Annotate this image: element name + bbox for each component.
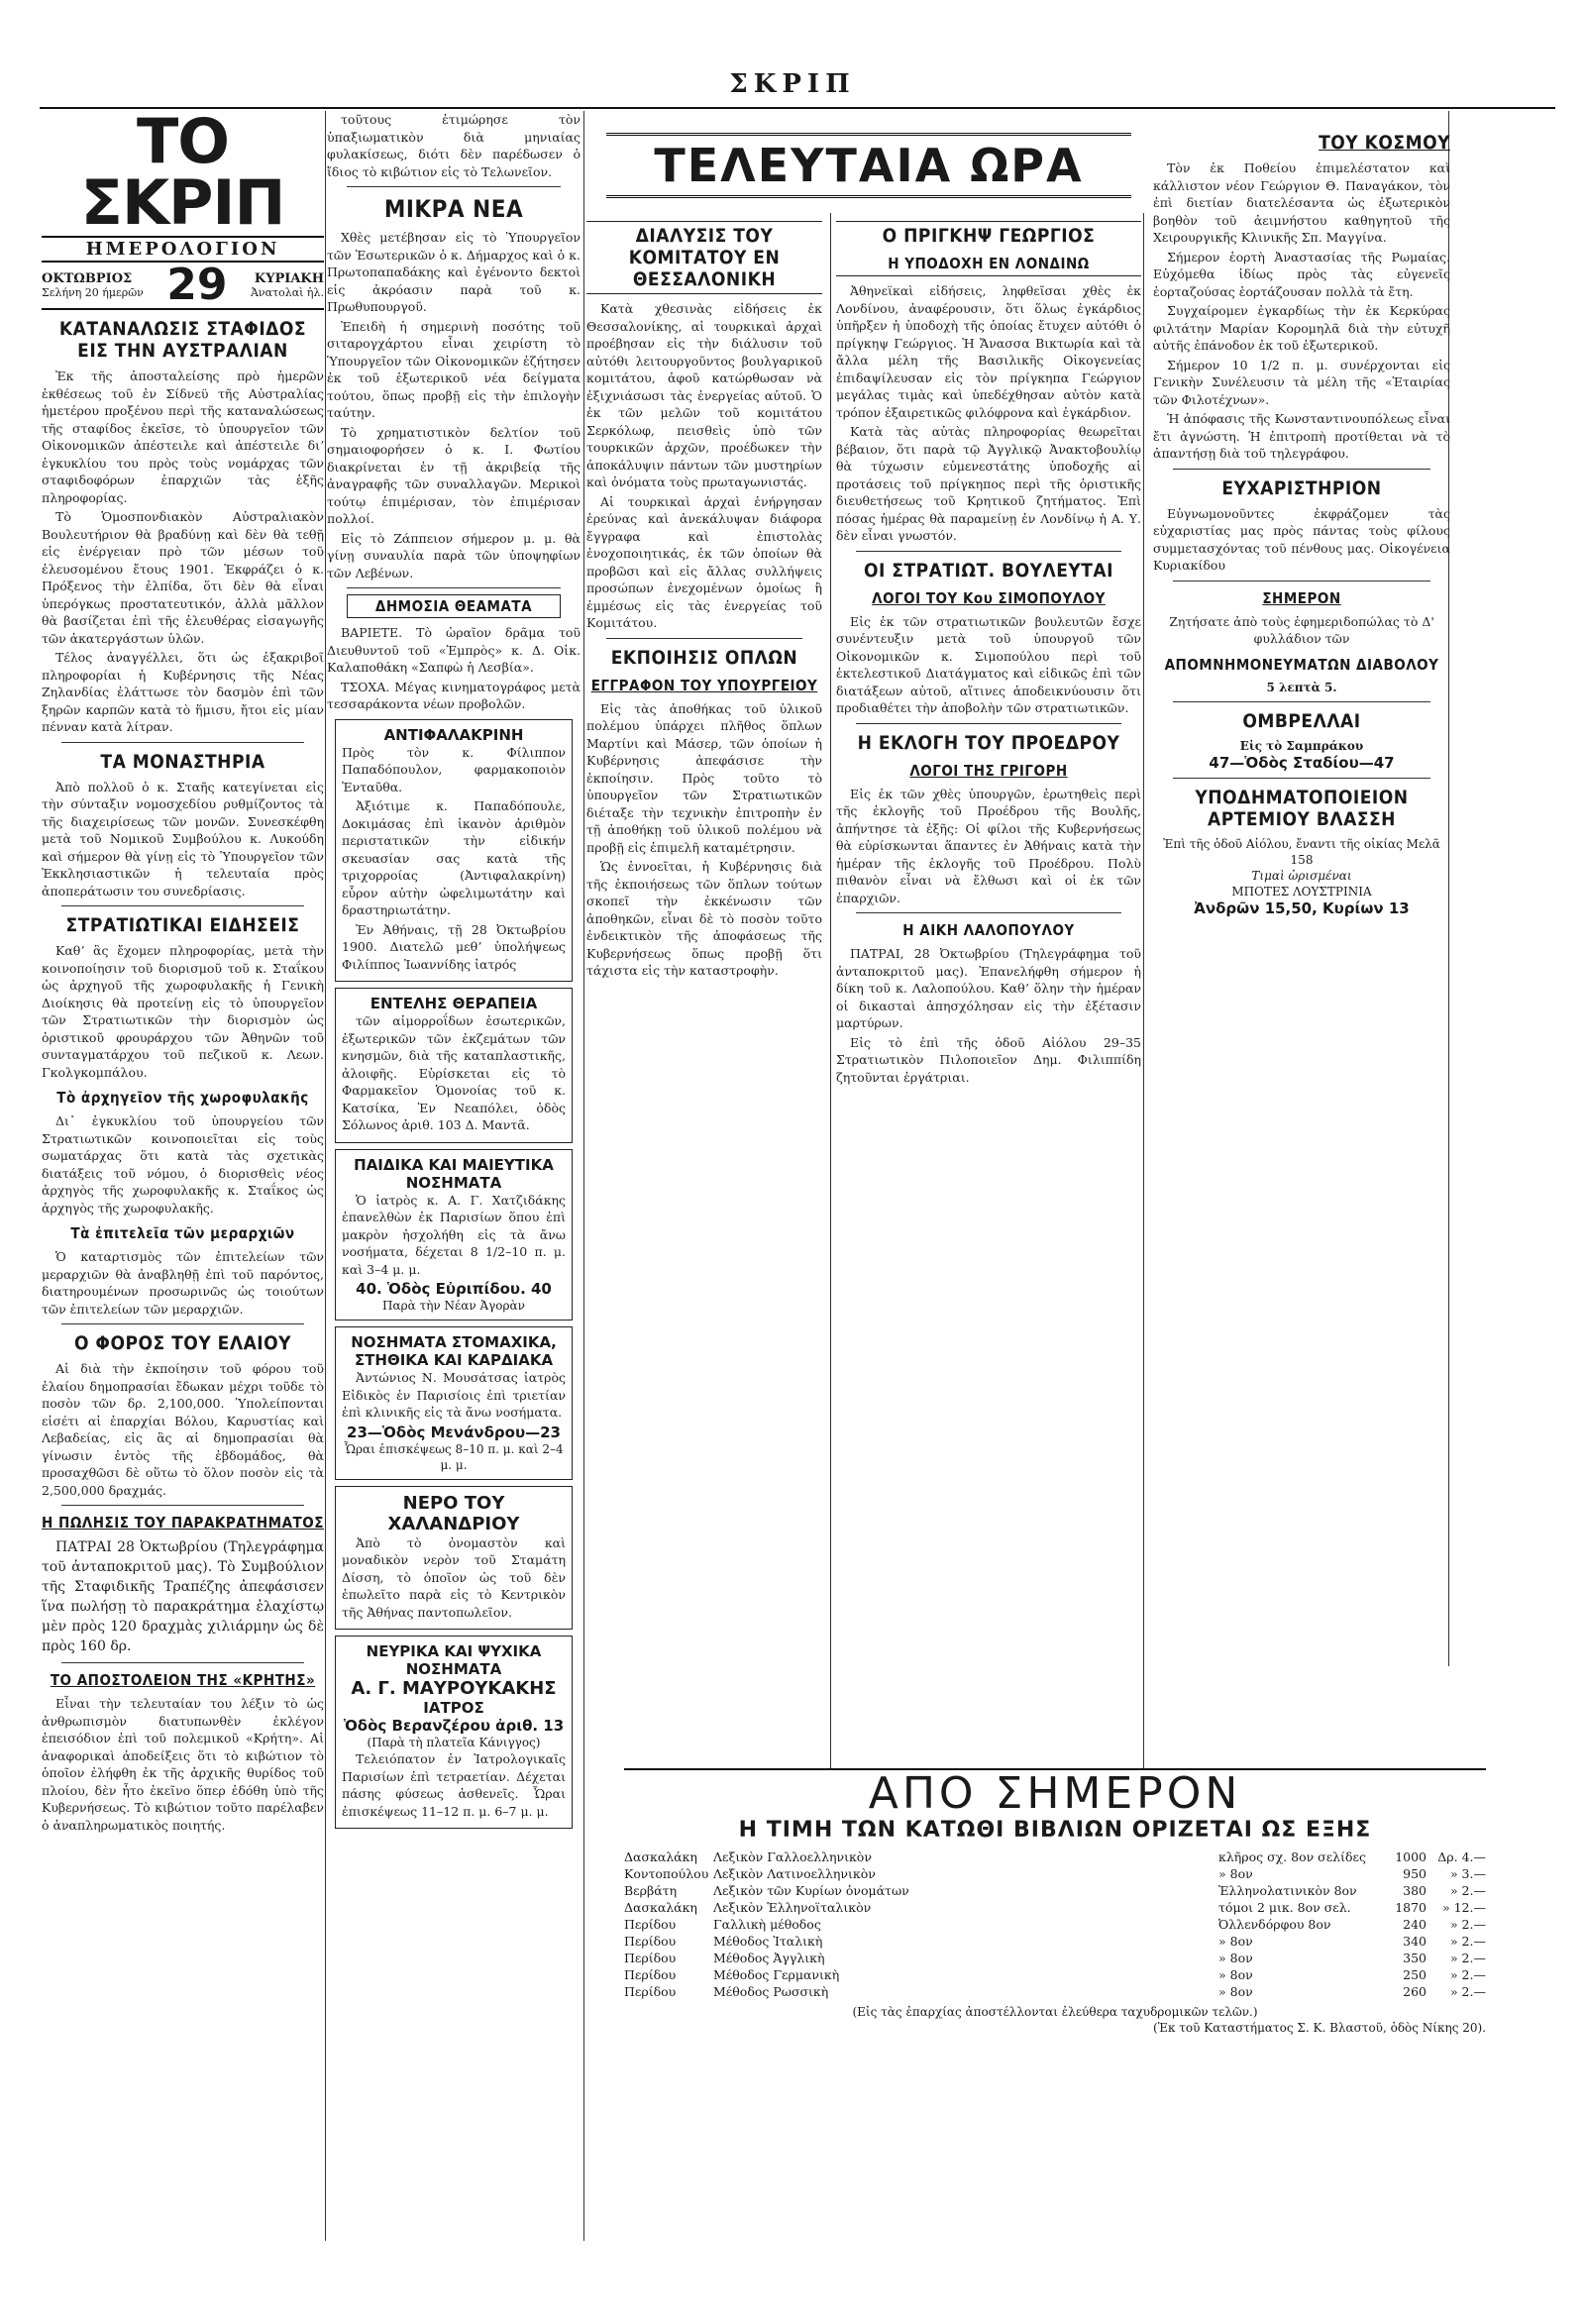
ad-text: Ἀξιότιμε κ. Παπαδόπουλε, Δοκιμάσας ἐπὶ ἱκανὸν ἀριθμὸν περιστατικῶν τὴν εἰδικήν σκευασίαν σας κατὰ τῆς τριχορροίας (Ἀντιφαλακρίνη) εὗρον αὐτὴν ὠφελιμωτάτην καὶ δραστηριωτάτην. xyxy=(342,798,566,917)
ad-text: Ἐν Ἀθήναις, τῇ 28 Ὀκτωβρίου 1900. Διατελῶ μεθʼ ὑπολήψεως Φιλίππος Ἰωαννίδης ἰατρός xyxy=(342,921,566,972)
divider xyxy=(61,905,304,906)
column-1 xyxy=(42,111,324,2290)
article-paragraph: Τὸ Ὁμοσπονδιακὸν Αὐστραλιακὸν Βουλευτήριον θὰ βραδύνῃ καὶ δὲν θὰ τεθῇ εἰς ἐνέργειαν πρὸ τῶν μέσων τοῦ ἐλευσομένου ἔτους 1901. Ἐκφράζει ὁ κ. Πρόξενος τὴν ἐλπίδα, ὅτι δὲν θὰ εἶναι ὑπερόγκως προστατευτικόν, ἀλλὰ μᾶλλον θὰ βασίζεται ἐπὶ τῆς ἐλευθέρας εἰσαγωγῆς τῶν ἀκατεργάστων ὑλῶν. xyxy=(42,509,324,646)
price-cell: 250 xyxy=(1403,1967,1426,1982)
article-paragraph: Ζητήσατε ἀπὸ τοὺς ἐφημεριδοπώλας τὸ Δ' φυλλάδιον τῶν xyxy=(1169,613,1434,646)
prices-heading: ΑΠΟ ΣΗΜΕΡΟΝ xyxy=(624,1768,1486,1818)
divider xyxy=(61,1505,304,1506)
subheadline: Τὰ ἐπιτελεῖα τῶν μεραρχιῶν xyxy=(70,1224,295,1242)
subheadline: Η ΥΠΟΔΟΧΗ ΕΝ ΛΟΝΔΙΝΩ xyxy=(836,255,1141,276)
divider xyxy=(856,723,1121,724)
ad-text: Ὁ ἰατρὸς κ. Α. Γ. Χατζιδάκης ἐπανελθὼν ἐκ Παρισίων ὅπου ἐπὶ μακρὸν ἠσχολήθη εἰς τὰ ἄνω νοσήματα, δέχεται 8 1/2–10 π. μ. καὶ 3–4 μ. μ. xyxy=(342,1192,566,1277)
price-cell: Μέθοδος Ἰταλικὴ xyxy=(713,1934,823,1949)
article-paragraph: Ὁ καταρτισμὸς τῶν ἐπιτελείων τῶν μεραρχιῶν θὰ ἀναβληθῇ ἐπὶ τοῦ παρόντος, διατηρουμένων προσωρινῶς ὡς τοιούτων τῶν ἐπιτελείων τῶν μεραρχιῶν. xyxy=(42,1249,324,1317)
article-paragraph: Ἀθηνεϊκαὶ εἰδήσεις, ληφθεῖσαι χθὲς ἐκ Λονδίνου, ἀναφέρουσιν, ὅτι ὅλως ἐγκάρδιος ὑπῆρξεν ἡ ὑποδοχὴ τῆς ὁποίας ἔτυχεν αὐτόθι ὁ πρίγκηψ Γεώργιος. Ἡ Ἄνασσα Βικτωρία καὶ τὰ ἄλλα μέλη τῆς Βασιλικῆς Οἰκογενείας ἐπιδαψίλευσαν εἰς τὸν πρίγκηπα Γεώργιον μεγάλας τιμὰς καὶ ὑπεδέχθησαν αὐτὸν κατὰ τρόπον ἐξαιρετικῶς φιλόφρονα καὶ ἐγκάρδιον. xyxy=(836,283,1141,420)
masthead-title: ΤΟ ΣΚΡΙΠ xyxy=(80,111,285,239)
article-paragraph: Καθʼ ἃς ἔχομεν πληροφορίας, μετὰ τὴν κοινοποίησιν τοῦ διορισμοῦ τοῦ κ. Σταΐκου ὡς ἀρχηγοῦ τῆς χωροφυλακῆς ἡ Γενικὴ Διοίκησις θὰ προτείνῃ εἰς τὸ ὑπουργεῖον τῶν Στρατιωτικῶν τὴν διορισμὸν ὡς ὁριστικοῦ φρουράρχου τῶν Ἀθηνῶν τοῦ συνταγματάρχου τοῦ πεζικοῦ κ. Λεων. Γκολγκομπάλου. xyxy=(42,943,324,1080)
advertisement xyxy=(335,1326,573,1480)
prices-list xyxy=(624,1849,1486,2000)
price-cell: 380 xyxy=(1403,1883,1426,1898)
advertisement xyxy=(335,1486,573,1631)
ad-text: Παρὰ τὴν Νέαν Ἀγορὰν xyxy=(382,1299,525,1313)
headline: ΤΟ ΑΠΟΣΤΟΛΕΙΟΝ ΤΗΣ «ΚΡΗΤΗΣ» xyxy=(50,1671,316,1689)
article-paragraph: Ἀπὸ πολλοῦ ὁ κ. Σταῆς κατεγίνεται εἰς τὴν σύνταξιν νομοσχεδίου ρυθμίζοντος τὰ τῆς διαχειρίσεως τῶν μονῶν. Συνεσκέφθη μετὰ τοῦ Νομικοῦ Συμβούλου κ. Λυκούδη καὶ σήμερον θὰ γίνῃ εἰς τὸ Ὑπουργεῖον τῶν Ἐκκλησιαστικῶν ἡ τελευταία πρὸς ἀποπεράτωσιν του συνεδρίασις. xyxy=(42,779,324,898)
ad-title: ΕΝΤΕΛΗΣ ΘΕΡΑΠΕΙΑ xyxy=(370,995,538,1012)
masthead xyxy=(42,111,324,310)
running-head: ΣΚΡΙΠ xyxy=(729,69,856,99)
article-paragraph: τοῦτους ἐτιμώρησε τὸν ὑπαξιωματικὸν διὰ μηνιαίας φυλακίσεως, διότι δὲν παρέδωσεν ὁ ἴδιος τὸ κιβώτιον εἰς τὸ Τελωνεῖον. xyxy=(327,112,581,179)
headline: ΟΙ ΣΤΡΑΤΙΩΤ. ΒΟΥΛΕΥΤΑΙ xyxy=(863,559,1114,581)
ad-text: Ἐπὶ τῆς ὁδοῦ Αἰόλου, ἔναντι τῆς οἰκίας Μελᾶ 158 xyxy=(1163,836,1440,867)
divider xyxy=(1173,469,1430,470)
ad-address: 47—Ὁδὸς Σταδίου—47 xyxy=(1209,753,1395,772)
price-cell: 350 xyxy=(1403,1951,1426,1965)
divider xyxy=(606,638,802,639)
advertisement xyxy=(335,719,573,983)
price-cell: Περίδου xyxy=(624,1967,677,1982)
price-row xyxy=(624,1933,1486,1950)
price-cell: » 2.— xyxy=(1449,1917,1486,1932)
article-paragraph: ΠΑΤΡΑΙ, 28 Ὀκτωβρίου (Τηλεγράφημα τοῦ ἀνταποκριτοῦ μας). Ἐπανελήφθη σήμερον ἡ δίκη τοῦ κ. Λαλοπούλου. Καθʼ ὅλην τὴν ἡμέραν οἱ δικασταὶ ἀπησχόλησαν εἰς τὴν ἐξέτασιν μαρτύρων. xyxy=(836,946,1141,1030)
price-cell: » 3.— xyxy=(1449,1866,1486,1881)
price-cell: Μέθοδος Ρωσσικὴ xyxy=(713,1984,829,1999)
article-paragraph: Δι᾽ ἐγκυκλίου τοῦ ὑπουργείου τῶν Στρατιωτικῶν κοινοποιεῖται εἰς τοὺς σωματάρχας ὅτι κατὰ τὰς σχετικὰς διατάξεις τοῦ νόμου, ὁ διορισθεὶς νέος ἀρχηγὸς τῆς χωροφυλακῆς κ. Σταΐκος ὡς ἀρχηγὸς τῆς χωροφυλακῆς. xyxy=(42,1113,324,1215)
price-cell: τόμοι 2 μικ. 8ον σελ. xyxy=(1218,1900,1351,1915)
price-cell: Περίδου xyxy=(624,1951,677,1965)
article-paragraph: Σήμερον ἑορτὴ Ἀναστασίας τῆς Ρωμαίας. Εὐχόμεθα ἰδίως πρὸς τὰς εὐγενεῖς ἑορταζούσας ἑορτάζουσαν πολλὰ τὰ ἔτη. xyxy=(1153,249,1450,299)
ad-address: Ὁδὸς Βερανζέρου ἀριθ. 13 xyxy=(343,1717,565,1735)
book-prices-notice xyxy=(624,1768,1486,2036)
price-cell: Μέθοδος Ἀγγλικὴ xyxy=(713,1951,825,1965)
price-text: 5 λεπτὰ 5. xyxy=(1266,680,1337,694)
ad-title: ΝΕΥΡΙΚΑ ΚΑΙ ΨΥΧΙΚΑ ΝΟΣΗΜΑΤΑ xyxy=(366,1642,542,1678)
headline: Η ΕΚΛΟΓΗ ΤΟΥ ΠΡΟΕΔΡΟΥ xyxy=(857,731,1120,754)
divider xyxy=(61,1323,304,1324)
ad-text: τῶν αἱμορροΐδων ἐσωτερικῶν, ἐξωτερικῶν τῶν ἐκζεμάτων τῶν κνησμῶν, διὰ τῆς καταπλαστικῆς, ἀλοιφῆς. Εὑρίσκεται εἰς τὸ Φαρμακεῖον Ὁμονοίας τοῦ κ. Κατσίκα, Ἐν Νεαπόλει, ὁδὸς Σόλωνος ἀριθ. 103 Δ. Μαντᾶ. xyxy=(342,1013,566,1132)
subcolumn-3 xyxy=(1153,124,1450,1788)
price-row xyxy=(624,1966,1486,1983)
subcolumn-2 xyxy=(836,213,1141,1877)
price-cell: Κοντοπούλου xyxy=(624,1866,709,1881)
price-cell: 1870 xyxy=(1395,1900,1426,1915)
price-cell: 1000 xyxy=(1395,1849,1426,1864)
article-paragraph: Τέλος ἀναγγέλλει, ὅτι ὡς ἐξακριβοῖ πληροφορίαι ἡ Κυβέρνησις τῆς Νέας Ζηλανδίας ἐλάττωσε τὸν δασμὸν ἐπὶ τῶν ξηρῶν καρπῶν κατὰ τὸ ἥμισυ, ἤτοι εἰς μίαν πένναν κατὰ λίτραν. xyxy=(42,650,324,734)
price-cell: » 12.— xyxy=(1441,1900,1486,1915)
price-cell: Βερβάτη xyxy=(624,1883,678,1898)
ad-text: Ὧραι ἐπισκέψεως 8–10 π. μ. καὶ 2–4 μ. μ. xyxy=(344,1441,564,1472)
article-paragraph: Ὡς ἐννοεῖται, ἡ Κυβέρνησις διὰ τῆς ἐκποιήσεως τῶν ὅπλων τούτων σκοπεῖ τὴν ἐκκένωσιν τῶν ἀποθηκῶν, εἶναι δὲ τὸ ποσὸν τοῦτο ἐνδεικτικὸν τῆς ἀποφάσεως τῆς Κυβερνήσεως ὅπως προβῇ ὅτι τάχιστα εἰς τὴν καταστροφὴν. xyxy=(586,859,822,978)
price-cell: Ὀλλενδόρφου 8ον xyxy=(1218,1917,1331,1932)
headline: Ο ΦΟΡΟΣ ΤΟΥ ΕΛΑΙΟΥ xyxy=(73,1332,292,1354)
price-cell: Ἑλληνολατινικὸν 8ον xyxy=(1218,1883,1357,1898)
article-paragraph: Εἰς ἐκ τῶν στρατιωτικῶν βουλευτῶν ἔσχε συνέντευξιν μετὰ τοῦ ὑπουργοῦ τῶν Οἰκονομικῶν κ. Σιμοπούλου περὶ τοῦ ἐκτελεστικοῦ Διατάγματος καὶ εἰδικῶς ἐπὶ τῶν διατάξεων αὐτοῦ, αἵτινες ἀποδεικνύουσιν ὅτι προδιαθέτει τὴν ἀποβολὴν τῶν στρατιωτικῶν. xyxy=(836,613,1141,715)
price-cell: Γαλλικὴ μέθοδος xyxy=(713,1917,821,1932)
price-cell: 340 xyxy=(1403,1934,1426,1949)
price-cell: Μέθοδος Γερμανικὴ xyxy=(713,1967,840,1982)
ad-text: (Παρὰ τὴ πλατεῖα Κάνιγγος) xyxy=(367,1736,541,1749)
article-paragraph: Εὐγνωμονοῦντες ἐκφράζομεν τὰς εὐχαριστίας μας πρὸς πάντας τοὺς φίλους συμμετασχόντας τοῦ πένθους μας. Οἰκογένεια Κυριακίδου xyxy=(1153,505,1450,573)
masthead-weekday: ΚΥΡΙΑΚΗ xyxy=(254,271,324,286)
price-cell: Περίδου xyxy=(624,1917,677,1932)
ad-title: ΑΝΤΙΦΑΛΑΚΡΙΝΗ xyxy=(383,725,524,744)
article-paragraph: Τὸ χρηματιστικὸν δελτίον τοῦ σημαιοφορήσεν ὁ κ. Ι. Φωτίου διακρίνεται ἐν τῇ ἀκριβείᾳ τῆς ἀναγραφῆς τῶν συναλλαγῶν. Μερικοὶ τούτῳ ἐπιμέρισαν, τὸν ἐπιμέρισαν πολλοί. xyxy=(327,424,581,526)
price-cell: κλῆρος σχ. 8ον σελίδες xyxy=(1218,1849,1367,1864)
price-cell: Δασκαλάκη xyxy=(624,1900,697,1915)
price-cell: Λεξικὸν Λατινοελληνικὸν xyxy=(713,1866,876,1881)
article-paragraph: ΠΑΤΡΑΙ 28 Ὀκτωβρίου (Τηλεγράφημα τοῦ ἀνταποκριτοῦ μας). Τὸ Συμβούλιον τῆς Σταφιδικῆς Τραπέζης ἀπεφάσισεν ἵνα πωλήσῃ τὸ παρακράτημα ἐλαχίστῳ μὲν πρὸς 120 δραχμὰς χιλιάρμην ὡς δὲ πρὸς 160 δρ. xyxy=(42,1539,324,1654)
article-paragraph: Εἰς ἐκ τῶν χθὲς ὑπουργῶν, ἐρωτηθεὶς περὶ τῆς ἐκλογῆς τοῦ Προέδρου τῆς Βουλῆς, ἀπήντησε τὰ ἑξῆς: Οἱ φίλοι τῆς Κυβερνήσεως θὰ εὑρίσκωνται ἅπαντες ἐν Ἀθήναις κατὰ τὴν ἡμέραν τῆς ἐκλογῆς τοῦ Προέδρου. Πολὺ πιθανὸν εἶναι νὰ ἔλθωσι καὶ οἱ ἐκ τῶν ἐπαρχιῶν. xyxy=(836,786,1141,905)
headline: ΣΤΡΑΤΙΩΤΙΚΑΙ ΕΙΔΗΣΕΙΣ xyxy=(65,914,300,936)
column-rule xyxy=(583,111,584,2241)
divider xyxy=(347,186,561,187)
advertisement xyxy=(335,1636,573,1829)
price-row xyxy=(624,1899,1486,1916)
ad-text: Τιμαὶ ὡρισμέναι xyxy=(1251,868,1352,883)
price-row xyxy=(624,1865,1486,1882)
headline: ΕΥΧΑΡΙΣΤΗΡΙΟΝ xyxy=(1221,476,1382,499)
article-paragraph: Ἐκ τῆς ἀποσταλείσης πρὸ ἡμερῶν ἐκθέσεως τοῦ ἐν Σίδνεϋ τῆς Αὐστραλίας ἡμετέρου προξένου περὶ τῆς καταναλώσεως τῆς σταφίδος ἐκεῖσε, τὸ ὑπουργεῖον τῶν Οἰκονομικῶν ἀπέστειλε καὶ ἀπέστειλε διʼ ἐγκυκλίου του πρὸς τοὺς νομάρχας τῶν σταφιδοφόρων ἐπαρχιῶν τὰς ἑξῆς πληροφορίας. xyxy=(42,369,324,505)
prices-footnote: (Εἰς τὰς ἐπαρχίας ἀποστέλλονται ἐλεύθερα ταχυδρομικῶν τελῶν.) xyxy=(852,2005,1258,2019)
price-row xyxy=(624,1950,1486,1966)
subheadline: ΑΠΟΜΝΗΜΟΝΕΥΜΑΤΩΝ ΔΙΑΒΟΛΟΥ xyxy=(1164,655,1439,674)
price-cell: Λεξικὸν τῶν Κυρίων ὀνομάτων xyxy=(713,1883,909,1898)
ad-title: ΝΕΡΟ ΤΟΥ ΧΑΛΑΝΔΡΙΟΥ xyxy=(387,1492,520,1534)
article-paragraph: Αἱ διὰ τὴν ἐκποίησιν τοῦ φόρου τοῦ ἐλαίου δημοπρασίαι ἔδωκαν μέχρι τοῦδε τὸ ποσὸν τῶν δρ. 2,100,000. Ὑπολείπονται εἰσέτι αἱ ἐπαρχίαι Βόλου, Καρυστίας καὶ Λεβαδείας, εἰς ἃς αἱ δημοπρασίαι θὰ γίνωσιν ἐντὸς τῆς ἑβδομάδος, θὰ προσαχθῶσι δὲ οὕτω τὸ ὅλον ποσὸν εἰς τὰ 2,500,000 δραχμάς. xyxy=(42,1361,324,1498)
ad-address: 23—Ὁδὸς Μενάνδρου—23 xyxy=(347,1423,561,1441)
masthead-sunrise: Ἀνατολαὶ ἡλ. xyxy=(250,286,324,299)
price-row xyxy=(624,1882,1486,1899)
prices-footnote: (Ἐκ τοῦ Καταστήματος Σ. Κ. Βλαστοῦ, ὁδὸς Νίκης 20). xyxy=(1153,2021,1486,2035)
price-row xyxy=(624,1983,1486,2000)
price-cell: » 8ον xyxy=(1218,1934,1253,1949)
ad-text: Τελειόπατον ἐν Ἰατρολογικαῖς Παρισίων ἐπὶ τετραετίαν. Δέχεται πάσης φύσεως ἀσθενεῖς. Ὧραι ἐπισκέψεως 11–12 π. μ. 6–7 μ. μ. xyxy=(342,1751,566,1819)
price-cell: Δρ. 4.— xyxy=(1437,1849,1486,1864)
ad-title: ΝΟΣΗΜΑΤΑ ΣΤΟΜΑΧΙΚΑ, ΣΤΗΘΙΚΑ ΚΑΙ ΚΑΡΔΙΑΚΑ xyxy=(351,1333,557,1369)
headline: Η ΑΙΚΗ ΛΑΛΟΠΟΥΛΟΥ xyxy=(902,921,1075,939)
article-paragraph: Χθὲς μετέβησαν εἰς τὸ Ὑπουργεῖον τῶν Ἐσωτερικῶν ὁ κ. Δήμαρχος καὶ ὁ κ. Πρωτοπαπαδάκης καὶ ἐγένοντο δεκτοὶ εἰς ἀκρόασιν παρὰ τοῦ κ. Πρωθυπουργοῦ. xyxy=(327,230,581,314)
headline: Ο ΠΡΙΓΚΗΨ ΓΕΩΡΓΙΟΣ xyxy=(836,221,1141,247)
subheadline: ΛΟΓΟΙ ΤΗΣ ΓΡΙΓΟΡΗ xyxy=(909,761,1068,780)
article-paragraph: Ἐπειδὴ ἡ σημερινὴ ποσότης τοῦ σιταρογχάρτου εἶναι χειρίστη τὸ Ὑπουργεῖον τῶν Οἰκονομικῶν ἐζήτησεν ἐκ τοῦ ἐξωτερικοῦ νέα δείγματα τούτου, ὅπως προβῇ εἰς τὴν ἐπιλογὴν ταύτην. xyxy=(327,318,581,420)
price-cell: » 2.— xyxy=(1449,1967,1486,1982)
article-paragraph: Εἰς τὸ Ζάππειον σήμερον μ. μ. θὰ γίνῃ συναυλία παρὰ τῶν ὑποψηφίων τῶν Λεβένων. xyxy=(327,530,581,581)
banner-title: ΤΕΛΕΥΤΑΙΑ ΩΡΑ xyxy=(654,139,1084,192)
article-paragraph: Αἱ τουρκικαὶ ἀρχαὶ ἐνήργησαν ἐρεύνας καὶ ἀνεκάλυψαν διάφορα ἔγγραφα καὶ ἐπιστολὰς ἐνοχοποιητικάς, ἐκ τῶν ὁποίων θὰ προβῶσι καὶ εἰς ἄλλας συλλήψεις προσώπων ἐνεχομένων ὁμοίως ἢ ἐμμέσως εἰς τὰς ἐνεργείας τοῦ Κομιτάτου. xyxy=(586,493,822,630)
masthead-subtitle: ΗΜΕΡΟΛΟΓΙΟΝ xyxy=(42,236,324,263)
headline: ΔΗΜΟΣΙΑ ΘΕΑΜΑΤΑ xyxy=(347,594,561,618)
top-rule xyxy=(40,107,1555,109)
advertisement xyxy=(335,988,573,1143)
article-paragraph: Κατὰ τὰς αὐτὰς πληροφορίας θεωρεῖται βέβαιον, ὅτι παρὰ τῷ Ἀγγλικῷ Ἀνακτοβουλίῳ θὰ τύχωσιν εὐμενεστάτης ὑποδοχῆς αἱ προτάσεις τοῦ πρίγκηπος περὶ τῆς ὁριστικῆς διευθετήσεως τοῦ Κρητικοῦ ζητήματος. Ἐπὶ πόσας ἡμέρας θὰ παραμείνῃ ἐν Λονδίνῳ ἡ Α. Υ. δὲν εἶναι γνωστόν. xyxy=(836,424,1141,543)
masthead-day-number: 29 xyxy=(166,260,228,310)
masthead-moon: Σελήνη 20 ήμερῶν xyxy=(42,286,144,299)
price-row xyxy=(624,1916,1486,1933)
article-paragraph: Συγχαίρομεν ἐγκαρδίως τὴν ἐκ Κερκύρας φιλτάτην Μαρίαν Κορομηλᾶ διὰ τὴν εὐτυχῆ αὐτῆς ἐπάνοδον ἐκ τοῦ ἐξωτερικοῦ. xyxy=(1153,303,1450,353)
price-cell: » 2.— xyxy=(1449,1934,1486,1949)
article-paragraph: ΒΑΡΙΕΤΕ. Τὸ ὡραῖον δρᾶμα τοῦ Διευθυντοῦ τοῦ «Ἐμπρὸς» κ. Δ. Οἰκ. Καλαποθάκη «Σαπφὼ ἡ Λεσβία». xyxy=(327,625,581,675)
ad-title: ΠΑΙΔΙΚΑ ΚΑΙ ΜΑΙΕΥΤΙΚΑ ΝΟΣΗΜΑΤΑ xyxy=(354,1155,554,1192)
article-paragraph: Τὸν ἐκ Ποθείου ἐπιμελέστατον καὶ κάλλιστον νέον Γεώργιον Θ. Παναγάκον, τὸν ἐπὶ διετίαν διατελέσαντα ὡς ἐξωτερικὸν βοηθὸν τοῦ ἀειμνήστου καθηγητοῦ τῆς Χειρουργικῆς Κλινικῆς Σπ. Μαγγίνα. xyxy=(1153,160,1450,245)
price-cell: 240 xyxy=(1403,1917,1426,1932)
price-cell: » 2.— xyxy=(1449,1883,1486,1898)
headline: ΣΗΜΕΡΟΝ xyxy=(1262,588,1341,607)
divider xyxy=(347,587,561,588)
subcolumn-1 xyxy=(586,213,822,1877)
article-paragraph: Εἰς τὰς ἀποθήκας τοῦ ὑλικοῦ πολέμου ὑπάρχει πλῆθος ὅπλων Μαρτίνι καὶ Μάσερ, τῶν ὁποίων ἡ Κυβέρνησις ἀπεφάσισε τὴν ἐκποίησιν. Πρὸς τοῦτο τὸ ὑπουργεῖον τῶν Στρατιωτικῶν διέταξε τὴν τεχνικὴν ἐπιτροπὴν ἐν τῇ ἀποθήκῃ τοῦ ὑλικοῦ πολέμου νὰ προβῇ εἰς ἐπιμελῆ καταμέτρησιν. xyxy=(586,700,822,855)
headline: ΜΙΚΡΑ ΝΕΑ xyxy=(383,195,524,223)
divider xyxy=(856,551,1121,552)
headline: ΟΜΒΡΕΛΛΑΙ xyxy=(1242,709,1361,732)
ad-text: Ἀπὸ τὸ ὀνομαστὸν καὶ μοναδικὸν νερὸν τοῦ Σταμάτη Δίσση, τὸ ὁποῖον ὡς τοῦ δὲν ἐπωλεῖτο παρὰ εἰς τὸ Κεντρικὸν τῆς Ἀθήνας παντοπωλεῖον. xyxy=(342,1534,566,1620)
column-rule xyxy=(325,111,326,2241)
ad-text: Πρὸς τὸν κ. Φίλιππον Παπαδόπουλον, φαρμακοποιὸν Ἐνταῦθα. xyxy=(342,744,566,794)
ad-doctor-name: Α. Γ. ΜΑΥΡΟΥΚΑΚΗΣ xyxy=(351,1678,557,1699)
article-paragraph: ΤΣΟΧΑ. Μέγας κινηματογράφος μετὰ τεσσαράκοντα νέων προβολῶν. xyxy=(327,679,581,711)
headline: ΤΟΥ ΚΟΣΜΟΥ xyxy=(1319,132,1450,154)
advertisement xyxy=(335,1149,573,1321)
headline: ΔΙΑΛΥΣΙΣ ΤΟΥ ΚΟΜΙΤΑΤΟΥ ΕΝ ΘΕΣΣΑΛΟΝΙΚΗ xyxy=(586,221,822,294)
ad-address: 40. Ὁδὸς Εὐριπίδου. 40 xyxy=(356,1280,552,1298)
price-cell: » 2.— xyxy=(1449,1984,1486,1999)
price-cell: 950 xyxy=(1403,1866,1426,1881)
prices-subheading: Η ΤΙΜΗ ΤΩΝ ΚΑΤΩΘΙ ΒΙΒΛΙΩΝ ΟΡΙΖΕΤΑΙ ΩΣ ΕΞΗΣ xyxy=(738,1818,1372,1843)
latest-news-banner xyxy=(606,133,1131,198)
price-cell: Περίδου xyxy=(624,1984,677,1999)
masthead-month: ΟΚΤΩΒΡΙΟΣ xyxy=(42,271,133,286)
headline: ΕΚΠΟΙΗΣΙΣ ΟΠΛΩΝ xyxy=(610,646,798,669)
ad-text: Ἀντώνιος Ν. Μουσάτσας ἰατρὸς Εἰδικὸς ἐν Παρισίοις ἐπὶ τριετίαν ἐπὶ κλινικῆς εἰς τὰ ἄνω νοσήματα. xyxy=(342,1370,566,1420)
price-cell: » 2.— xyxy=(1449,1951,1486,1965)
ad-text: ΜΠΟΤΕΣ ΛΟΥΣΤΡΙΝΙΑ xyxy=(1231,884,1372,898)
price-cell: 260 xyxy=(1403,1984,1426,1999)
headline: Η ΠΩΛΗΣΙΣ ΤΟΥ ΠΑΡΑΚΡΑΤΗΜΑΤΟΣ xyxy=(42,1514,324,1532)
price-cell: Περίδου xyxy=(624,1934,677,1949)
subheadline: Τὸ ἀρχηγεῖον τῆς χωροφυλακῆς xyxy=(56,1089,309,1107)
price-cell: » 8ον xyxy=(1218,1866,1253,1881)
divider xyxy=(1173,701,1430,702)
divider xyxy=(61,742,304,743)
headline: ΥΠΟΔΗΜΑΤΟΠΟΙΕΙΟΝ ΑΡΤΕΜΙΟΥ ΒΛΑΣΣΗ xyxy=(1195,786,1409,830)
price-cell: » 8ον xyxy=(1218,1951,1253,1965)
article-paragraph: Κατὰ χθεσινὰς εἰδήσεις ἐκ Θεσσαλονίκης, αἱ τουρκικαὶ ἀρχαὶ προέβησαν εἰς τὴν διάλυσιν τοῦ αὐτόθι λειτουργοῦντος βουλγαρικοῦ κομιτάτου, ἀφοῦ κατώρθωσαν νὰ ἐξιχνιάσωσι τὰς ἐνεργείας αὐτοῦ. Ὁ ἐκ τῶν μελῶν τοῦ κομιτάτου Σερκόλωφ, πεισθεὶς ὑπὸ τῶν τουρκικῶν ἀρχῶν, προέδωκεν τὴν ἀποκάλυψιν πάντων τῶν μυστηρίων καὶ ὀνόματα τοὺς πρωταγωνιστάς. xyxy=(586,301,822,489)
headline: ΤΑ ΜΟΝΑΣΤΗΡΙΑ xyxy=(100,750,265,773)
masthead-date xyxy=(42,260,324,310)
subheadline: ΕΓΓΡΑΦΟΝ ΤΟΥ ΥΠΟΥΡΓΕΙΟΥ xyxy=(590,676,818,694)
divider xyxy=(1173,778,1430,779)
price-cell: Λεξικὸν Γαλλοελληνικὸν xyxy=(713,1849,872,1864)
ad-text: Εἰς τὸ Σαμπράκου xyxy=(1239,738,1364,753)
ad-price: Ἀνδρῶν 15,50, Κυρίων 13 xyxy=(1194,898,1410,917)
article-paragraph: Εἶναι τὴν τελευταίαν του λέξιν τὸ ὡς ἀνθρωπισμὸν διατυπωνθὲν ἐκλέγον ἐπεισόδιον ἐπὶ τοῦ πολεμικοῦ «Κρήτη». Αἱ ἀναφορικαὶ ἀποδείξεις ὅτι τὸ κιβώτιον τὸ ὁποῖον ἐλήφθη ἐκ τῆς ἀρχικῆς θυρίδος τοῦ πλοίου, δὲν ἦτο ἐκεῖνο ὅπερ ἐδόθη ὑπὸ τῆς Κυβερνήσεως. Τὸ κιβώτιον τοῦτο παρέλαβεν ὁ ἀναπληρωματικὸς ποιητής. xyxy=(42,1696,324,1833)
price-cell: Δασκαλάκη xyxy=(624,1849,697,1864)
divider xyxy=(61,1662,304,1663)
divider xyxy=(856,912,1121,913)
column-2 xyxy=(327,111,581,2290)
price-row xyxy=(624,1849,1486,1865)
article-paragraph: Σήμερον 10 1/2 π. μ. συνέρχονται εἰς Γενικὴν Συνέλευσιν τὰ μέλη τῆς «Ἑταιρίας τῶν Φιλοτέχνων». xyxy=(1153,357,1450,407)
price-cell: » 8ον xyxy=(1218,1984,1253,1999)
article-paragraph: Εἰς τὸ ἐπὶ τῆς ὁδοῦ Αἰόλου 29–35 Στρατιωτικὸν Πιλοποιεῖον Δημ. Φιλιππίδη ζητοῦνται ἐργάτριαι. xyxy=(836,1034,1141,1085)
subheadline: ΛΟΓΟΙ ΤΟΥ Κου ΣΙΜΟΠΟΥΛΟΥ xyxy=(872,588,1106,607)
ad-doctor-title: ΙΑΤΡΟΣ xyxy=(423,1699,484,1717)
price-cell: Λεξικὸν Ἑλληνοϊταλικὸν xyxy=(713,1900,872,1915)
price-cell: » 8ον xyxy=(1218,1967,1253,1982)
article-paragraph: Ἡ ἀπόφασις τῆς Κωνσταντινουπόλεως εἶναι ἔτι ἀγνώστη. Ἡ ἐπιτροπὴ προτίθεται νὰ τὸ ἀπαντήσῃ διὰ τοῦ τηλεγράφου. xyxy=(1153,411,1450,461)
headline: ΚΑΤΑΝΑΛΩΣΙΣ ΣΤΑΦΙΔΟΣ ΕΙΣ ΤΗΝ ΑΥΣΤΡΑΛΙΑΝ xyxy=(58,318,307,362)
